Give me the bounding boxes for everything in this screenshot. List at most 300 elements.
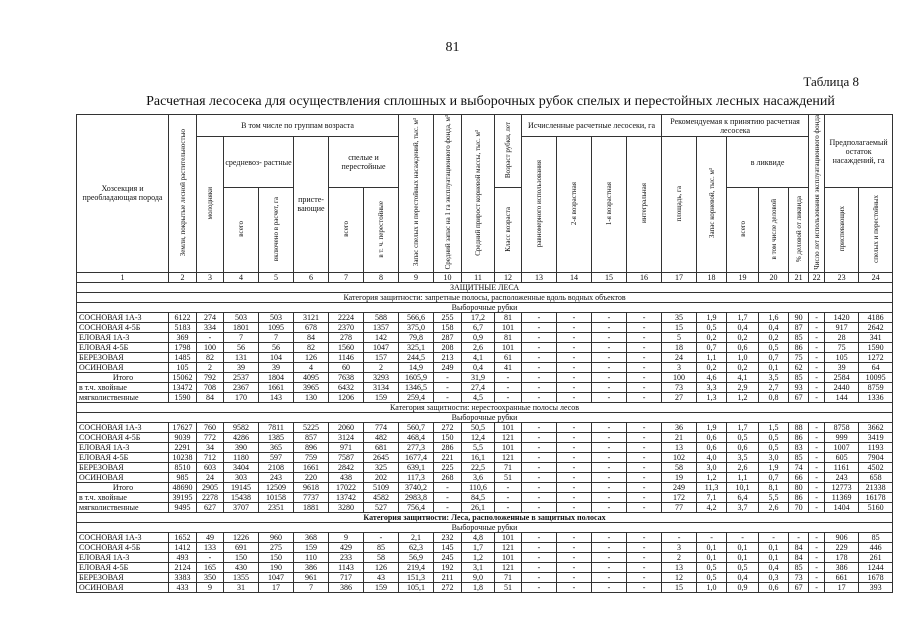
table-cell: - [809, 422, 825, 432]
table-cell: 70 [789, 502, 809, 512]
table-cell: 0,7 [759, 352, 789, 362]
table-cell: 17 [259, 582, 294, 592]
table-cell: 4,5 [462, 392, 495, 402]
table-cell: 2537 [224, 372, 259, 382]
table-cell: 2,6 [727, 462, 759, 472]
table-cell: - [522, 342, 557, 352]
table-cell: 350 [197, 572, 224, 582]
table-cell: - [557, 492, 592, 502]
table-cell: 4095 [294, 372, 329, 382]
table-cell: 221 [434, 452, 462, 462]
table-cell: 1,7 [727, 312, 759, 322]
table-cell: 2060 [329, 422, 364, 432]
header-rec-stock: Запас корневой, тыс. м³ [697, 137, 727, 273]
table-cell: 84 [789, 552, 809, 562]
table-cell: 0,4 [727, 572, 759, 582]
table-cell: - [627, 442, 662, 452]
table-cell: 150 [224, 552, 259, 562]
table-cell: - [627, 362, 662, 372]
table-cell: 5225 [294, 422, 329, 432]
table-cell: 756,4 [399, 502, 434, 512]
table-cell: 8510 [169, 462, 197, 472]
header-young: молодняки [197, 137, 224, 273]
table-cell: 121 [495, 542, 522, 552]
row-label: ОСИНОВАЯ [77, 362, 169, 372]
table-cell: 1677,4 [399, 452, 434, 462]
table-cell: - [592, 452, 627, 462]
table-cell: 17,2 [462, 312, 495, 322]
table-cell: 49 [197, 532, 224, 542]
table-cell: - [522, 432, 557, 442]
table-cell: 101 [495, 422, 522, 432]
table-cell: - [522, 572, 557, 582]
table-cell: 503 [224, 312, 259, 322]
table-cell: 760 [197, 422, 224, 432]
table-cell: - [592, 392, 627, 402]
table-row [77, 462, 893, 472]
table-cell: 272 [434, 422, 462, 432]
row-label: СОСНОВАЯ 1А-3 [77, 312, 169, 322]
table-cell: - [627, 452, 662, 462]
table-cell: 4,2 [697, 502, 727, 512]
table-cell: 208 [434, 342, 462, 352]
table-cell: - [627, 532, 662, 542]
table-row [77, 382, 893, 392]
table-cell: - [627, 382, 662, 392]
column-number: 19 [727, 272, 759, 282]
table-row [77, 552, 893, 562]
section-heading: Категория защитности: нерестоохранные полосы лесов [77, 402, 893, 412]
table-cell: - [434, 492, 462, 502]
table-cell: 430 [224, 562, 259, 572]
table-cell: - [364, 532, 399, 542]
table-cell: 3134 [364, 382, 399, 392]
table-cell: - [592, 532, 627, 542]
table-cell: - [557, 532, 592, 542]
table-cell: - [522, 452, 557, 462]
table-cell: - [434, 382, 462, 392]
table-cell: 12509 [259, 482, 294, 492]
column-number: 22 [809, 272, 825, 282]
table-title: Расчетная лесосека для осуществления сплошных и выборочных рубок спелых и перестойных лесных насаждений [146, 94, 835, 109]
table-cell: - [592, 552, 627, 562]
table-cell: 117,3 [399, 472, 434, 482]
table-cell: 232 [434, 532, 462, 542]
table-cell: 2440 [825, 382, 859, 392]
table-cell: 243 [825, 472, 859, 482]
table-cell: - [592, 422, 627, 432]
table-cell: 170 [224, 392, 259, 402]
table-cell: - [809, 342, 825, 352]
header-calc-integral: интегральная [627, 137, 662, 273]
table-cell: 627 [197, 502, 224, 512]
column-number: 5 [259, 272, 294, 282]
table-cell: 4,0 [697, 452, 727, 462]
header-liquid-business: в том числе деловой [759, 188, 789, 273]
table-cell: 7811 [259, 422, 294, 432]
table-cell: 3124 [329, 432, 364, 442]
row-label: мягколиственные [77, 392, 169, 402]
table-cell: 772 [197, 432, 224, 442]
table-cell: 56 [224, 342, 259, 352]
table-cell: 287 [434, 332, 462, 342]
table-cell: 5,5 [759, 492, 789, 502]
table-cell: 1,2 [727, 392, 759, 402]
table-cell: 3 [662, 542, 697, 552]
table-cell: - [557, 462, 592, 472]
table-cell: 0,7 [759, 472, 789, 482]
column-number: 6 [294, 272, 329, 282]
table-cell: 2584 [825, 372, 859, 382]
table-cell: - [809, 322, 825, 332]
table-cell: 41 [495, 362, 522, 372]
table-cell: 272 [434, 582, 462, 592]
table-cell: - [592, 312, 627, 322]
table-cell: 58 [364, 552, 399, 562]
table-cell: - [197, 332, 224, 342]
section-heading: Выборочные рубки [77, 522, 893, 532]
table-cell: 999 [825, 432, 859, 442]
table-cell: 1047 [364, 342, 399, 352]
table-cell: 1,3 [697, 392, 727, 402]
table-cell: 2124 [169, 562, 197, 572]
table-cell: 0,6 [727, 342, 759, 352]
table-cell: - [495, 492, 522, 502]
table-cell: 225 [434, 462, 462, 472]
table-cell: 1678 [859, 572, 893, 582]
table-cell: - [522, 582, 557, 592]
table-cell: 79,8 [399, 332, 434, 342]
table-cell: 100 [197, 342, 224, 352]
header-forest-land: Земли, покрытые лесной растительностью [169, 115, 197, 273]
table-cell: 0,9 [727, 582, 759, 592]
table-cell: 60 [329, 362, 364, 372]
table-cell: 906 [825, 532, 859, 542]
table-cell: 274 [197, 312, 224, 322]
table-cell: - [522, 472, 557, 482]
section-heading-row [77, 302, 893, 312]
column-number: 8 [364, 272, 399, 282]
table-cell: - [434, 482, 462, 492]
table-cell: 220 [294, 472, 329, 482]
table-cell: 446 [859, 542, 893, 552]
table-cell: - [557, 452, 592, 462]
table-cell: 7587 [329, 452, 364, 462]
table-cell: - [522, 562, 557, 572]
table-cell: 1652 [169, 532, 197, 542]
table-cell: 1007 [825, 442, 859, 452]
row-label: Итого [77, 482, 169, 492]
table-cell: - [809, 442, 825, 452]
table-cell: 5 [662, 332, 697, 342]
table-cell: 1,7 [727, 422, 759, 432]
row-label: СОСНОВАЯ 1А-3 [77, 422, 169, 432]
table-cell: 4,6 [697, 372, 727, 382]
table-cell: - [557, 542, 592, 552]
table-cell: 2,7 [759, 382, 789, 392]
header-avg-growth: Средний прирост корневой массы, тыс. м³ [462, 115, 495, 273]
table-cell: 21 [662, 432, 697, 442]
table-cell: - [522, 382, 557, 392]
table-cell: 1,0 [727, 352, 759, 362]
table-body [77, 282, 893, 592]
table-cell: 4502 [859, 462, 893, 472]
table-cell: 126 [364, 562, 399, 572]
table-cell: - [809, 312, 825, 322]
table-cell: 9 [197, 582, 224, 592]
table-cell: - [557, 482, 592, 492]
table-cell: - [789, 532, 809, 542]
column-number: 23 [825, 272, 859, 282]
header-stock: Запас спелых и перестойных насаждений, тыс. м³ [399, 115, 434, 273]
table-cell: 588 [364, 312, 399, 322]
table-row [77, 562, 893, 572]
table-cell: 681 [364, 442, 399, 452]
table-cell: - [627, 462, 662, 472]
table-cell: 433 [169, 582, 197, 592]
table-cell: 429 [329, 542, 364, 552]
table-cell: 0,1 [759, 552, 789, 562]
table-cell: - [809, 352, 825, 362]
row-label: в т.ч. хвойные [77, 382, 169, 392]
table-cell: 105,1 [399, 582, 434, 592]
cutting-area-table [76, 114, 893, 593]
table-cell: 9582 [224, 422, 259, 432]
table-cell: - [557, 332, 592, 342]
table-cell: - [592, 322, 627, 332]
table-cell: 0,8 [759, 392, 789, 402]
table-cell: 0,5 [697, 562, 727, 572]
table-cell: 17022 [329, 482, 364, 492]
table-cell: 0,1 [727, 552, 759, 562]
table-cell: 157 [364, 352, 399, 362]
table-cell: 2842 [329, 462, 364, 472]
table-cell: 603 [197, 462, 224, 472]
header-section-species: Хозсекция и преобладающая порода [77, 115, 169, 273]
page-number: 81 [445, 40, 460, 55]
table-cell: - [557, 372, 592, 382]
table-cell: 11,3 [697, 482, 727, 492]
table-cell: 0,1 [727, 542, 759, 552]
table-cell: 3,5 [759, 372, 789, 382]
table-cell: 375,0 [399, 322, 434, 332]
table-cell: 16178 [859, 492, 893, 502]
table-cell: 15 [662, 322, 697, 332]
table-cell: - [697, 532, 727, 542]
table-cell: - [592, 342, 627, 352]
table-cell: - [592, 502, 627, 512]
table-row [77, 312, 893, 322]
table-cell: 73 [662, 382, 697, 392]
table-cell: - [522, 392, 557, 402]
table-cell: 145 [434, 542, 462, 552]
table-cell: 605 [825, 452, 859, 462]
table-cell: - [809, 482, 825, 492]
table-cell: 36 [662, 422, 697, 432]
table-cell: 64 [859, 362, 893, 372]
header-rec-area: площадь, га [662, 137, 697, 273]
table-cell: 31,9 [462, 372, 495, 382]
table-cell: 85 [859, 532, 893, 542]
table-cell: - [522, 362, 557, 372]
table-cell: 7 [259, 332, 294, 342]
section-heading-row [77, 522, 893, 532]
table-cell: - [522, 422, 557, 432]
table-cell: 7 [294, 582, 329, 592]
table-cell: - [522, 312, 557, 322]
table-cell: 15438 [224, 492, 259, 502]
table-cell: 1,9 [697, 422, 727, 432]
header-age-groups: В том числе по группам возраста [197, 115, 399, 137]
table-cell: 678 [294, 322, 329, 332]
table-cell: 0,4 [462, 362, 495, 372]
table-cell: - [592, 362, 627, 372]
header-liquid-pct: % деловой от ликвида [789, 188, 809, 273]
table-cell: 9039 [169, 432, 197, 442]
row-label: ОСИНОВАЯ [77, 582, 169, 592]
row-label: ЕЛОВАЯ 1А-3 [77, 442, 169, 452]
table-cell: - [627, 392, 662, 402]
table-cell: 3419 [859, 432, 893, 442]
row-label: БЕРЕЗОВАЯ [77, 352, 169, 362]
table-cell: - [495, 382, 522, 392]
table-cell: 896 [294, 442, 329, 452]
table-row [77, 362, 893, 372]
header-middle-aged: средневоз- растные [224, 137, 294, 188]
header-middle-included: включено в расчет, га [259, 188, 294, 273]
header-mature: спелые и перестойные [329, 137, 399, 188]
row-label: ЕЛОВАЯ 4-5Б [77, 342, 169, 352]
table-cell: 10,1 [727, 482, 759, 492]
header-remainder: Предполагаемый остаток насаждений, га [825, 115, 893, 188]
table-cell: - [627, 542, 662, 552]
table-cell: 325,1 [399, 342, 434, 352]
table-cell: 0,1 [759, 362, 789, 372]
table-cell: 84,5 [462, 492, 495, 502]
column-number: 16 [627, 272, 662, 282]
table-cell: 369 [169, 332, 197, 342]
header-rem-mature: спелых и перестойных [859, 188, 893, 273]
table-cell: 1193 [859, 442, 893, 452]
table-cell: 1801 [224, 322, 259, 332]
row-label: ЕЛОВАЯ 4-5Б [77, 452, 169, 462]
table-cell: 1385 [259, 432, 294, 442]
table-cell: - [592, 542, 627, 552]
table-cell: - [592, 432, 627, 442]
table-cell: 71 [495, 462, 522, 472]
table-cell: 0,7 [697, 342, 727, 352]
table-cell: 88 [789, 422, 809, 432]
table-cell: 334 [197, 322, 224, 332]
table-cell: 1590 [859, 342, 893, 352]
table-cell: 3740,2 [399, 482, 434, 492]
table-cell: 35 [662, 312, 697, 322]
table-cell: 438 [329, 472, 364, 482]
table-cell: 43 [364, 572, 399, 582]
table-cell: 325 [364, 462, 399, 472]
table-row [77, 492, 893, 502]
section-heading-row [77, 512, 893, 522]
table-cell: - [557, 472, 592, 482]
table-cell: - [495, 482, 522, 492]
table-cell: - [809, 502, 825, 512]
table-cell: 3,5 [727, 452, 759, 462]
table-cell: 86 [789, 432, 809, 442]
table-cell: 1272 [859, 352, 893, 362]
table-cell: - [522, 352, 557, 362]
table-cell: 85 [789, 452, 809, 462]
table-cell: 0,6 [697, 442, 727, 452]
table-cell: - [627, 502, 662, 512]
table-cell: 4186 [859, 312, 893, 322]
table-cell: - [627, 482, 662, 492]
table-cell: - [627, 572, 662, 582]
table-cell: - [557, 572, 592, 582]
table-cell: 67 [789, 392, 809, 402]
table-cell: 2278 [197, 492, 224, 502]
table-cell: - [809, 392, 825, 402]
table-row [77, 482, 893, 492]
table-cell: - [592, 482, 627, 492]
table-cell: 130 [294, 392, 329, 402]
table-cell: 365 [259, 442, 294, 452]
header-middle-total: всего [224, 188, 259, 273]
header-calc-even: равномерного использования [522, 137, 557, 273]
table-cell: - [592, 562, 627, 572]
table-cell: 1,2 [462, 552, 495, 562]
table-cell: - [727, 532, 759, 542]
table-cell: 244,5 [399, 352, 434, 362]
table-cell: 774 [364, 422, 399, 432]
table-cell: - [522, 482, 557, 492]
section-heading-row [77, 282, 893, 292]
table-cell: 233 [329, 552, 364, 562]
table-cell: 4,1 [462, 352, 495, 362]
table-cell: 1336 [859, 392, 893, 402]
table-cell: 1,5 [759, 422, 789, 432]
table-cell: 5160 [859, 502, 893, 512]
column-number: 2 [169, 272, 197, 282]
table-row [77, 322, 893, 332]
table-cell: 85 [789, 562, 809, 572]
table-cell: 0,2 [727, 362, 759, 372]
table-cell: 386 [294, 562, 329, 572]
table-cell: 3 [662, 362, 697, 372]
table-cell: 2983,8 [399, 492, 434, 502]
table-row [77, 542, 893, 552]
table-cell: 268 [434, 472, 462, 482]
table-row [77, 582, 893, 592]
header-calculated-areas: Исчисленные расчетные лесосеки, га [522, 115, 662, 137]
table-cell: 10158 [259, 492, 294, 502]
table-cell: 17627 [169, 422, 197, 432]
table-cell: 131 [224, 352, 259, 362]
table-cell: 1357 [364, 322, 399, 332]
table-cell: 15 [662, 582, 697, 592]
table-cell: - [522, 332, 557, 342]
table-cell: - [809, 462, 825, 472]
table-cell: - [557, 362, 592, 372]
table-cell: 2 [197, 362, 224, 372]
table-cell: 3,0 [697, 462, 727, 472]
table-cell: 101 [495, 552, 522, 562]
table-cell: 0,5 [727, 432, 759, 442]
table-cell: 24 [197, 472, 224, 482]
table-cell: 278 [329, 332, 364, 342]
table-row [77, 432, 893, 442]
table-cell: - [557, 442, 592, 452]
table-cell: 13472 [169, 382, 197, 392]
